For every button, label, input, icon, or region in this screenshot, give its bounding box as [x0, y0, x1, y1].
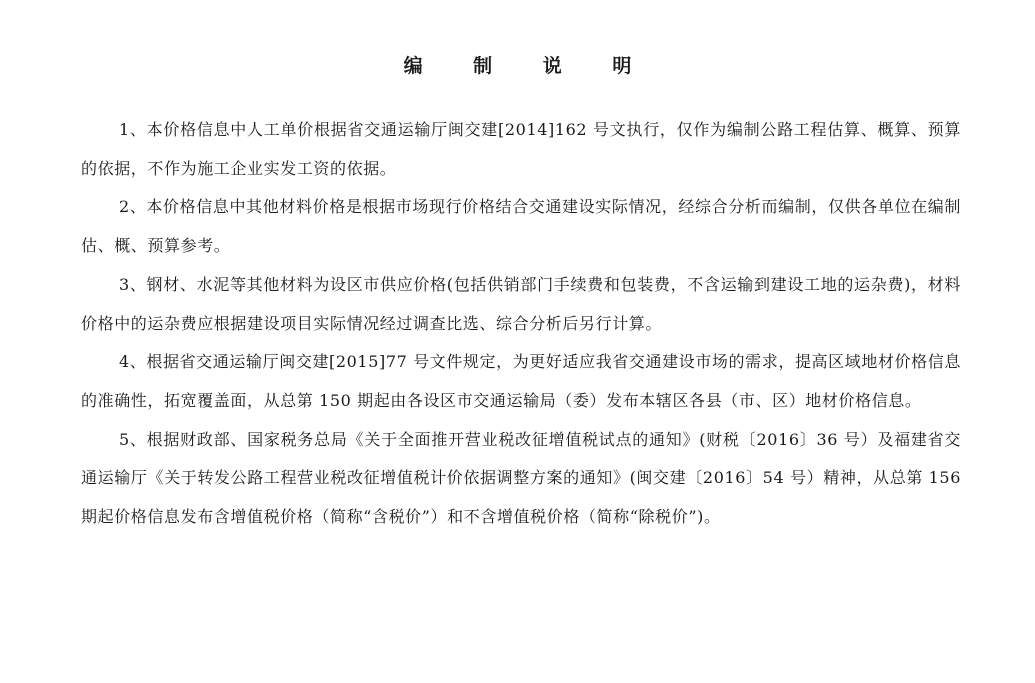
- paragraph-3: 3、钢材、水泥等其他材料为设区市供应价格(包括供销部门手续费和包装费，不含运输到建设工地的运杂费)，材料价格中的运杂费应根据建设项目实际情况经过调查比选、综合分析后另行计算。: [81, 274, 961, 333]
- document-title: 编 制 说 明: [403, 55, 654, 77]
- document-body: [81, 111, 961, 537]
- paragraph-1: 1、本价格信息中人工单价根据省交通运输厅闽交建[2014]162 号文执行，仅作为编制公路工程估算、概算、预算的依据，不作为施工企业实发工资的依据。: [81, 120, 961, 178]
- paragraph-5: 5、根据财政部、国家税务总局《关于全面推开营业税改征增值税试点的通知》(财税〔2016〕36 号）及福建省交通运输厅《关于转发公路工程营业税改征增值税计价依据调整方案的通知》(闽交建〔2016〕54 号）精神，从总第 156 期起价格信息发布含增值税价格（简称“含税价”）和不含增值税价格（简称“除税价”)。: [81, 429, 961, 527]
- paragraph-4: 4、根据省交通运输厅闽交建[2015]77 号文件规定，为更好适应我省交通建设市场的需求，提高区域地材价格信息的准确性，拓宽覆盖面，从总第 150 期起由各设区市交通运输局（委）发布本辖区各县（市、区）地材价格信息。: [81, 352, 961, 410]
- paragraph-2: 2、本价格信息中其他材料价格是根据市场现行价格结合交通建设实际情况，经综合分析而编制，仅供各单位在编制估、概、预算参考。: [81, 197, 961, 256]
